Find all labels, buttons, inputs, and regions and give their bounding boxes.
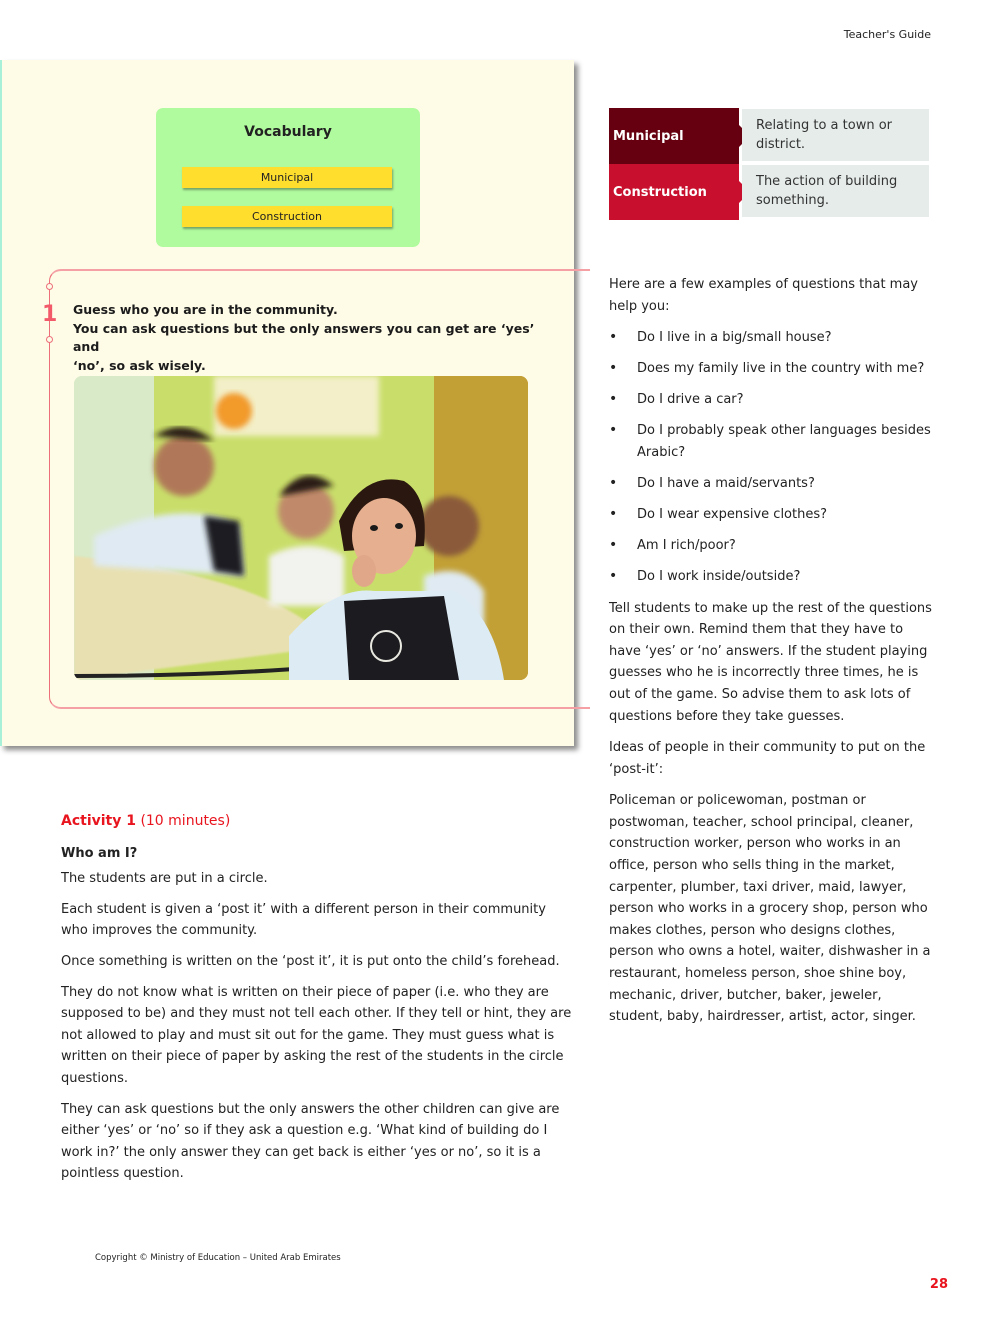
definition-term: Construction	[609, 164, 739, 220]
example-questions-list	[609, 327, 934, 588]
vocabulary-definitions	[609, 108, 929, 220]
definition-text: The action of building something.	[742, 165, 929, 217]
question-item: • Do I probably speak other languages besides Arabic?	[609, 420, 934, 463]
activity-subtitle: Who am I?	[61, 845, 138, 861]
question-item: • Does my family live in the country with me?	[609, 358, 934, 380]
frame-dot	[46, 336, 53, 343]
people-ideas-list: Policeman or policewoman, postman or postwoman, teacher, school principal, cleaner, construction worker, person who works in an office, person who sells thing in the market, carpenter, plumber, taxi driver, maid, lawyer, person who works in a grocery shop, person who makes clothes, person who designs clothes, person who owns a hotel, waiter, dishwasher in a restaurant, homeless person, shoe shine boy, mechanic, driver, butcher, baker, jeweler, student, baby, hairdresser, artist, actor, singer.	[609, 793, 931, 1025]
teacher-notes	[609, 274, 934, 1038]
student-book-panel	[0, 60, 574, 746]
running-header: Teacher's Guide	[843, 28, 931, 41]
activity-paragraph: They can ask questions but the only answers the other children can give are either ‘yes’ or ‘no’ so if they ask a question e.g. ‘What kind of building do I work in?’ the only answer they can get back is either ‘yes or no’, so it is a pointless question.	[61, 1101, 560, 1182]
activity-paragraph: They do not know what is written on their piece of paper (i.e. who they are supposed to be) and they must not tell each other. If they tell or hint, they are not allowed to play and must sit out for the game. They must guess what is written on their piece of paper by asking the rest of the students in the circle questions.	[61, 984, 572, 1086]
definition-row	[609, 164, 929, 220]
classroom-children-photo-icon	[74, 376, 528, 680]
instruction-line: You can ask questions but the only answers you can get are ‘yes’ and	[73, 320, 535, 354]
activity-paragraph: Each student is given a ‘post it’ with a different person in their community who improves the community.	[61, 901, 546, 939]
question-item: • Do I wear expensive clothes?	[609, 504, 934, 526]
activity-label: Activity 1	[61, 813, 136, 829]
notes-paragraph: Ideas of people in their community to put on the ‘post-it’:	[609, 740, 926, 777]
question-item: • Do I drive a car?	[609, 389, 934, 411]
vocabulary-box	[156, 108, 420, 247]
notes-paragraph: Tell students to make up the rest of the questions on their own. Remind them that they have to have ‘yes’ or ‘no’ answers. If the student playing guesses who he is incorrectly three times, he is out of the game. So advise them to ask lots of questions before they take guesses.	[609, 600, 932, 724]
question-item: • Do I work inside/outside?	[609, 566, 934, 588]
definition-row	[609, 108, 929, 164]
step-instruction	[73, 301, 543, 375]
vocabulary-word: Municipal	[182, 167, 392, 188]
activity-paragraph: The students are put in a circle.	[61, 871, 268, 887]
vocabulary-word: Construction	[182, 206, 392, 227]
vocabulary-title: Vocabulary	[244, 124, 332, 140]
activity-duration: (10 minutes)	[140, 813, 231, 829]
definition-term: Municipal	[609, 108, 739, 164]
activity-paragraph: Once something is written on the ‘post it’, it is put onto the child’s forehead.	[61, 953, 560, 969]
question-item: • Do I live in a big/small house?	[609, 327, 934, 349]
question-item: • Do I have a maid/servants?	[609, 473, 934, 495]
page-number: 28	[929, 1277, 948, 1292]
activity-section	[61, 811, 576, 1194]
activity-heading	[61, 811, 576, 833]
question-item: • Am I rich/poor?	[609, 535, 934, 557]
instruction-line: ‘no’, so ask wisely.	[73, 357, 206, 373]
copyright-notice: Copyright © Ministry of Education – United Arab Emirates	[95, 1253, 341, 1263]
instruction-line: Guess who you are in the community.	[73, 302, 338, 317]
definition-text: Relating to a town or district.	[742, 109, 929, 161]
step-number: 1	[42, 302, 58, 327]
frame-dot	[46, 283, 53, 290]
classroom-photo	[74, 376, 528, 680]
questions-intro: Here are a few examples of questions that may help you:	[609, 277, 919, 314]
